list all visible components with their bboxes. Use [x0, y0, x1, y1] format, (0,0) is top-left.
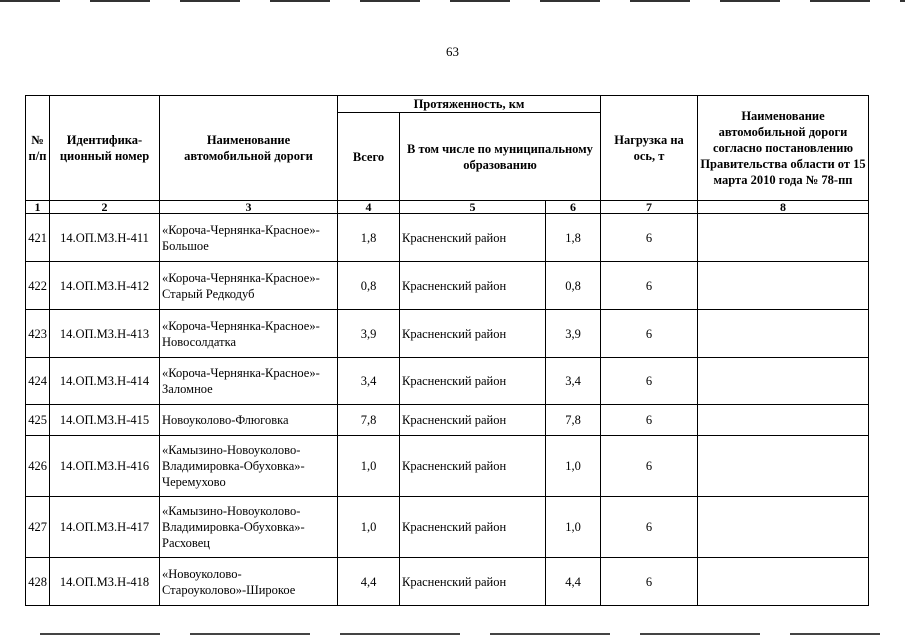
- row-name: Новоуколово-Флюговка: [160, 405, 338, 436]
- row-district: Красненский район: [400, 497, 546, 558]
- row-no: 424: [26, 358, 50, 405]
- row-id: 14.ОП.МЗ.Н-413: [50, 310, 160, 358]
- row-load: 6: [601, 262, 698, 310]
- row-total: 3,9: [338, 310, 400, 358]
- row-district: Красненский район: [400, 310, 546, 358]
- row-district-km: 0,8: [546, 262, 601, 310]
- column-number: 3: [160, 201, 338, 214]
- scan-edge-bottom: [40, 633, 880, 635]
- row-district-km: 1,0: [546, 436, 601, 497]
- row-district-km: 1,0: [546, 497, 601, 558]
- row-load: 6: [601, 558, 698, 606]
- row-name: «Короча-Чернянка-Красное»- Большое: [160, 214, 338, 262]
- table-row: [26, 436, 869, 497]
- row-load: 6: [601, 214, 698, 262]
- row-district: Красненский район: [400, 558, 546, 606]
- row-total: 3,4: [338, 358, 400, 405]
- table-row: [26, 558, 869, 606]
- row-load: 6: [601, 358, 698, 405]
- row-load: 6: [601, 436, 698, 497]
- table-row: [26, 405, 869, 436]
- row-decree: [698, 310, 869, 358]
- row-decree: [698, 436, 869, 497]
- table-row: [26, 310, 869, 358]
- row-total: 1,0: [338, 436, 400, 497]
- row-load: 6: [601, 405, 698, 436]
- column-number: 2: [50, 201, 160, 214]
- row-id: 14.ОП.МЗ.Н-411: [50, 214, 160, 262]
- column-number: 1: [26, 201, 50, 214]
- row-total: 7,8: [338, 405, 400, 436]
- header-id: Идентифика-ционный номер: [50, 96, 160, 201]
- row-decree: [698, 214, 869, 262]
- row-district: Красненский район: [400, 436, 546, 497]
- row-no: 427: [26, 497, 50, 558]
- table-row: [26, 358, 869, 405]
- row-decree: [698, 558, 869, 606]
- row-id: 14.ОП.МЗ.Н-414: [50, 358, 160, 405]
- header-total: Всего: [338, 113, 400, 201]
- row-load: 6: [601, 497, 698, 558]
- column-number: 5: [400, 201, 546, 214]
- row-no: 421: [26, 214, 50, 262]
- row-name: «Короча-Чернянка-Красное»- Новосолдатка: [160, 310, 338, 358]
- row-id: 14.ОП.МЗ.Н-417: [50, 497, 160, 558]
- scan-edge-top: [0, 0, 905, 2]
- row-no: 422: [26, 262, 50, 310]
- table-row: [26, 214, 869, 262]
- row-id: 14.ОП.МЗ.Н-418: [50, 558, 160, 606]
- header-length-group: Протяженность, км: [338, 96, 601, 113]
- row-district: Красненский район: [400, 214, 546, 262]
- column-number: 4: [338, 201, 400, 214]
- row-no: 423: [26, 310, 50, 358]
- row-id: 14.ОП.МЗ.Н-416: [50, 436, 160, 497]
- table-row: [26, 262, 869, 310]
- header-no: № п/п: [26, 96, 50, 201]
- row-district-km: 3,4: [546, 358, 601, 405]
- row-id: 14.ОП.МЗ.Н-412: [50, 262, 160, 310]
- row-no: 425: [26, 405, 50, 436]
- row-id: 14.ОП.МЗ.Н-415: [50, 405, 160, 436]
- row-district: Красненский район: [400, 405, 546, 436]
- row-no: 428: [26, 558, 50, 606]
- row-decree: [698, 262, 869, 310]
- row-total: 0,8: [338, 262, 400, 310]
- table-row: [26, 497, 869, 558]
- row-district: Красненский район: [400, 358, 546, 405]
- row-district-km: 7,8: [546, 405, 601, 436]
- header-decree-name: Наименование автомобильной дороги согласно постановлению Правительства области от 15 марта 2010 года № 78-пп: [698, 96, 869, 201]
- row-load: 6: [601, 310, 698, 358]
- row-total: 4,4: [338, 558, 400, 606]
- page-number: 63: [446, 44, 459, 59]
- column-number: 7: [601, 201, 698, 214]
- column-number: 6: [546, 201, 601, 214]
- column-number: 8: [698, 201, 869, 214]
- row-name: «Короча-Чернянка-Красное»- Заломное: [160, 358, 338, 405]
- road-table: [25, 95, 869, 606]
- row-name: «Новоуколово- Староуколово»-Широкое: [160, 558, 338, 606]
- row-decree: [698, 358, 869, 405]
- row-name: «Камызино-Новоуколово- Владимировка-Обуховка»- Черемухово: [160, 436, 338, 497]
- header-municipal: В том числе по муниципальному образованию: [400, 113, 601, 201]
- header-name: Наименование автомобильной дороги: [160, 96, 338, 201]
- row-district: Красненский район: [400, 262, 546, 310]
- row-decree: [698, 405, 869, 436]
- row-name: «Короча-Чернянка-Красное»- Старый Редкодуб: [160, 262, 338, 310]
- row-total: 1,8: [338, 214, 400, 262]
- row-total: 1,0: [338, 497, 400, 558]
- row-district-km: 4,4: [546, 558, 601, 606]
- row-name: «Камызино-Новоуколово- Владимировка-Обуховка»- Расховец: [160, 497, 338, 558]
- row-district-km: 3,9: [546, 310, 601, 358]
- row-no: 426: [26, 436, 50, 497]
- row-district-km: 1,8: [546, 214, 601, 262]
- row-decree: [698, 497, 869, 558]
- header-load: Нагрузка на ось, т: [601, 96, 698, 201]
